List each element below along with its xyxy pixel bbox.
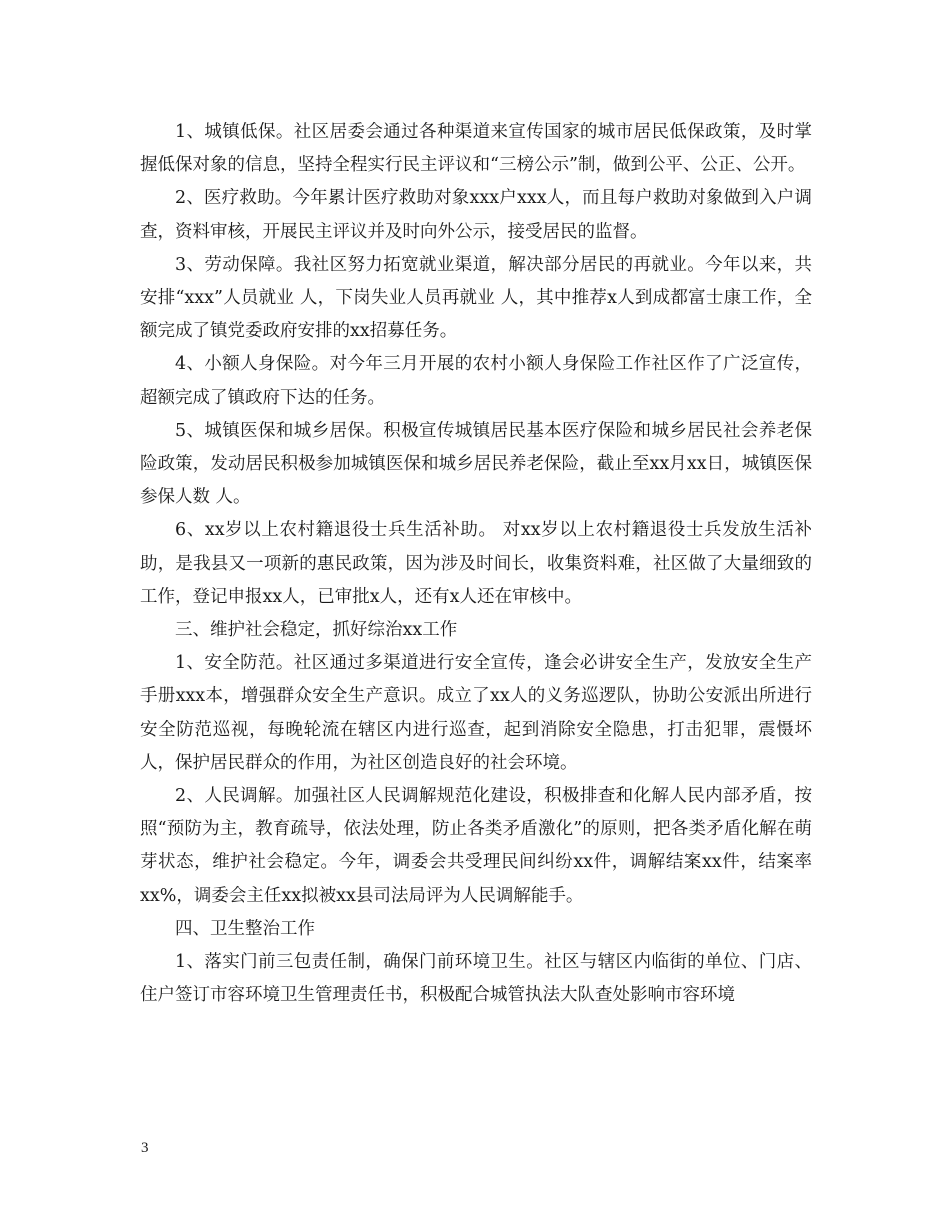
paragraph-medical-pension-insurance: 5、城镇医保和城乡居保。积极宣传城镇居民基本医疗保险和城乡居民社会养老保险政策，发动居民积极参加城镇医保和城乡居民养老保险，截止至xx月xx日，城镇医保参保人数 人。 bbox=[140, 420, 812, 508]
paragraph-urban-subsistence: 1、城镇低保。社区居委会通过各种渠道来宣传国家的城市居民低保政策，及时掌握低保对象的信息，坚持全程实行民主评议和“三榜公示”制，做到公平、公正、公开。 bbox=[140, 122, 812, 176]
document-body bbox=[140, 116, 812, 1012]
paragraph-people-mediation: 2、人民调解。加强社区人民调解规范化建设，积极排查和化解人民内部矛盾，按照“预防为主，教育疏导，依法处理，防止各类矛盾激化”的原则，把各类矛盾化解在萌芽状态，维护社会稳定。今年，调委会共受理民间纠纷xx件，调解结案xx件，结案率xx%，调委会主任xx拟被xx县司法局评为人民调解能手。 bbox=[140, 786, 812, 906]
section-heading-social-stability: 三、维护社会稳定，抓好综治xx工作 bbox=[175, 620, 458, 641]
paragraph-safety-prevention: 1、安全防范。社区通过多渠道进行安全宣传，逢会必讲安全生产，发放安全生产手册xxx本，增强群众安全生产意识。成立了xx人的义务巡逻队，协助公安派出所进行安全防范巡视，每晚轮流在辖区内进行巡查，起到消除安全隐患，打击犯罪，震慑坏人，保护居民群众的作用，为社区创造良好的社会环境。 bbox=[140, 653, 812, 773]
paragraph-veteran-subsidy: 6、xx岁以上农村籍退役士兵生活补助。 对xx岁以上农村籍退役士兵发放生活补助，是我县又一项新的惠民政策，因为涉及时间长，收集资料难，社区做了大量细致的工作，登记申报xx人，已审批x人，还有x人还在审核中。 bbox=[140, 520, 812, 607]
paragraph-labor-security: 3、劳动保障。我社区努力拓宽就业渠道，解决部分居民的再就业。今年以来，共安排“xxx”人员就业 人，下岗失业人员再就业 人，其中推荐x人到成都富士康工作，全额完成了镇党委政府安排的xx招募任务。 bbox=[140, 254, 812, 342]
section-heading-sanitation: 四、卫生整治工作 bbox=[175, 918, 315, 939]
paragraph-doorfront-responsibility: 1、落实门前三包责任制，确保门前环境卫生。社区与辖区内临街的单位、门店、住户签订市容环境卫生管理责任书，积极配合城管执法大队查处影响市容环境 bbox=[140, 952, 812, 1006]
paragraph-medical-aid: 2、医疗救助。今年累计医疗救助对象xxx户xxx人，而且每户救助对象做到入户调查，资料审核，开展民主评议并及时向外公示，接受居民的监督。 bbox=[140, 188, 812, 242]
paragraph-micro-insurance: 4、小额人身保险。对今年三月开展的农村小额人身保险工作社区作了广泛宣传，超额完成了镇政府下达的任务。 bbox=[140, 354, 812, 408]
page-number: 3 bbox=[141, 1140, 149, 1156]
